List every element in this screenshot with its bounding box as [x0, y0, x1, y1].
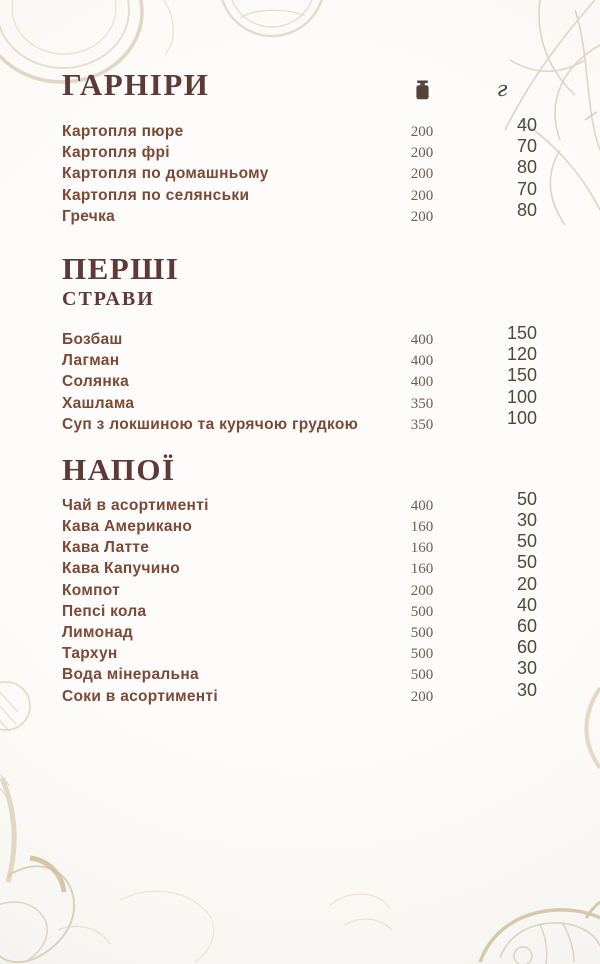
- menu-item: [62, 157, 537, 183]
- menu-item: [62, 199, 537, 226]
- menu-item: [62, 510, 537, 536]
- item-name: Картопля по селянськи: [62, 186, 250, 204]
- menu-item: [62, 407, 537, 434]
- item-name: Бозбаш: [62, 330, 123, 348]
- item-price: 50: [516, 531, 537, 552]
- menu-section: [62, 451, 537, 706]
- item-weight: 160: [410, 519, 434, 536]
- menu-item: [62, 365, 537, 391]
- bottom-left-vegetable-sketch: [0, 858, 214, 962]
- item-weight: 200: [410, 145, 434, 162]
- item-price: 70: [516, 178, 537, 199]
- left-edge-sketch: [0, 682, 30, 882]
- item-price: 100: [506, 407, 537, 428]
- menu-item: [62, 115, 537, 141]
- item-name: Чай в асортименті: [62, 496, 209, 514]
- item-price: 80: [516, 199, 537, 220]
- section-items: [62, 322, 537, 434]
- item-name: Кава Латте: [62, 539, 150, 557]
- item-name: Кава Капучино: [62, 560, 181, 578]
- section-header: [62, 69, 537, 100]
- item-price: 30: [516, 510, 537, 531]
- menu-item: [62, 658, 537, 684]
- section-header: [62, 250, 537, 286]
- bottom-center-sketch: [330, 894, 392, 930]
- bottom-right-citrus-sketch: [480, 902, 600, 964]
- item-name: Гречка: [62, 207, 116, 225]
- menu-item: [62, 386, 537, 413]
- item-weight: 160: [410, 561, 434, 578]
- item-weight: 500: [410, 625, 434, 641]
- item-name: Картопля по домашньому: [62, 165, 269, 183]
- item-weight: 200: [410, 166, 434, 183]
- menu-item: [62, 594, 537, 621]
- section-subtitle: СТРАВИ: [62, 287, 155, 310]
- item-weight: 400: [410, 331, 434, 348]
- item-weight: 200: [410, 688, 434, 705]
- section-title: ПЕРШІ: [62, 250, 180, 286]
- menu-item: [62, 136, 537, 162]
- item-price: 100: [506, 386, 537, 407]
- section-title: НАПОЇ: [62, 451, 176, 487]
- item-name: Лагман: [62, 352, 120, 370]
- section-items: [62, 115, 537, 226]
- item-name: Суп з локшиною та курячою грудкою: [62, 415, 359, 433]
- item-price: 60: [516, 637, 537, 658]
- item-name: Картопля фрі: [62, 144, 170, 162]
- menu-section: [62, 250, 537, 434]
- item-weight: 400: [410, 353, 434, 370]
- item-weight: 160: [410, 540, 434, 557]
- item-name: Компот: [62, 581, 121, 599]
- item-weight: 400: [410, 374, 434, 391]
- item-price: 60: [516, 616, 537, 636]
- item-weight: 350: [410, 395, 434, 412]
- section-items: [62, 488, 537, 706]
- price-column-symbol: г: [496, 77, 508, 101]
- menu-content: [62, 0, 537, 706]
- item-name: Вода мінеральна: [62, 666, 199, 684]
- item-price: 50: [516, 552, 537, 573]
- menu-item: [62, 531, 537, 557]
- menu-item: [62, 637, 537, 663]
- item-weight: 500: [410, 646, 434, 663]
- item-weight: 200: [410, 582, 434, 599]
- item-price: 30: [516, 658, 537, 679]
- item-price: 40: [516, 115, 537, 135]
- menu-item: [62, 552, 537, 578]
- item-price: 150: [506, 322, 537, 343]
- menu-item: [62, 344, 537, 370]
- item-weight: 200: [410, 208, 434, 225]
- item-price: 30: [516, 679, 537, 700]
- item-name: Лимонад: [62, 624, 134, 641]
- item-weight: 400: [410, 497, 434, 514]
- item-name: Кава Американо: [62, 518, 193, 536]
- item-price: 20: [516, 573, 537, 594]
- item-price: 80: [516, 157, 537, 178]
- item-price: 50: [516, 488, 537, 509]
- item-price: 120: [506, 344, 537, 365]
- item-name: Хашлама: [62, 394, 135, 412]
- item-weight: 200: [410, 187, 434, 204]
- column-headers: [377, 80, 467, 100]
- right-edge-sketch: [587, 688, 600, 768]
- menu-item: [62, 322, 537, 349]
- item-name: Солянка: [62, 373, 130, 391]
- kettlebell-weight-icon: [415, 80, 430, 100]
- item-weight: 500: [410, 667, 434, 684]
- item-weight: 200: [410, 124, 434, 140]
- item-name: Пепсі кола: [62, 602, 147, 620]
- item-price: 40: [516, 594, 537, 615]
- item-price: 150: [506, 365, 537, 386]
- menu-item: [62, 573, 537, 600]
- menu-item: [62, 178, 537, 205]
- menu-item: [62, 616, 537, 642]
- menu-section: [62, 69, 537, 226]
- item-price: 70: [516, 136, 537, 157]
- item-name: Соки в асортименті: [62, 687, 218, 705]
- section-header: [62, 451, 537, 487]
- menu-item: [62, 488, 537, 515]
- section-title: ГАРНІРИ: [62, 67, 210, 102]
- item-name: Картопля пюре: [62, 123, 184, 140]
- menu-item: [62, 679, 537, 706]
- item-weight: 500: [410, 603, 434, 620]
- item-weight: 350: [410, 416, 434, 433]
- item-name: Тархун: [62, 645, 118, 663]
